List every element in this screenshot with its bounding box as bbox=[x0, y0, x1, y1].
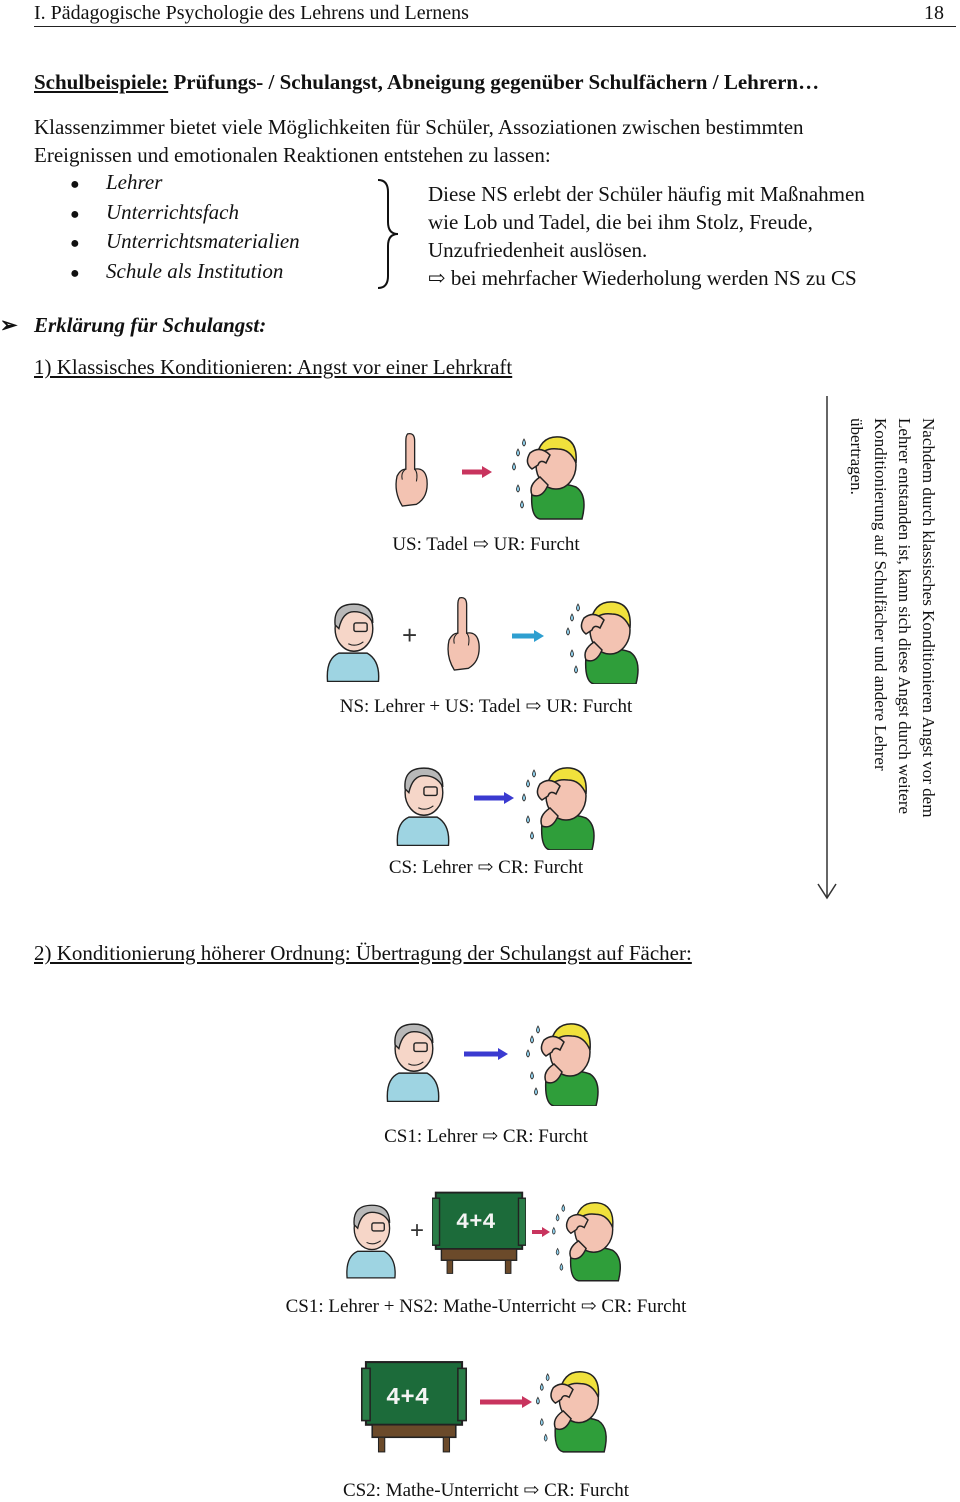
cs2-illustration bbox=[356, 1356, 616, 1460]
title-prefix: Schulbeispiele: bbox=[34, 70, 169, 94]
ns-line-2: wie Lob und Tadel, die bei ihm Stolz, Freude, bbox=[428, 210, 813, 234]
bullet-item bbox=[70, 170, 162, 195]
caption-cs1-cr: CS1: Lehrer ⇨ CR: Furcht bbox=[384, 1126, 588, 1147]
title-rest: Prüfungs- / Schulangst, Abneigung gegenüber Schulfächern / Lehrern… bbox=[168, 70, 820, 94]
bullet-text: Schule als Institution bbox=[106, 259, 284, 283]
caption-cs2-cr: CS2: Mathe-Unterricht ⇨ CR: Furcht bbox=[342, 1480, 630, 1501]
caption-cs-cr: CS: Lehrer ⇨ CR: Furcht bbox=[388, 857, 584, 878]
bullet-text: Unterrichtsmaterialien bbox=[106, 229, 300, 253]
bullet-item bbox=[70, 229, 300, 254]
bullet-dot-icon: ● bbox=[70, 265, 80, 282]
cs-lehrer-illustration bbox=[380, 752, 610, 852]
svg-text:+: + bbox=[402, 620, 418, 650]
us-tadel-illustration bbox=[370, 420, 610, 530]
page-header bbox=[34, 2, 956, 27]
side-note-text: Nachdem durch klassisches Konditionieren Angst vor dem Lehrer entstanden ist, kann sich diese Angst durch weitere Konditionierung auf Schulfächer und andere Lehrer übertragen. bbox=[847, 418, 938, 818]
bullet-dot-icon: ● bbox=[70, 176, 80, 193]
cs1-illustration bbox=[376, 1010, 616, 1110]
bullet-item bbox=[70, 200, 239, 225]
ns-us-illustration bbox=[316, 588, 656, 688]
bullet-dot-icon: ● bbox=[70, 206, 80, 223]
curly-brace-icon bbox=[372, 178, 402, 290]
bullet-text: Lehrer bbox=[106, 170, 163, 194]
section-heading-text: Erklärung für Schulangst: bbox=[34, 313, 267, 337]
board-text: 4+4 bbox=[456, 1210, 496, 1235]
ns-line-4-text: bei mehrfacher Wiederholung werden NS zu CS bbox=[450, 266, 857, 290]
intro-line-1: Klassenzimmer bietet viele Möglichkeiten für Schüler, Assoziationen zwischen bestimmten bbox=[34, 115, 804, 139]
bullet-item bbox=[70, 259, 283, 284]
ns-line-1: Diese NS erlebt der Schüler häufig mit Maßnahmen bbox=[428, 182, 865, 206]
caption-us-ur: US: Tadel ⇨ UR: Furcht bbox=[392, 534, 580, 555]
page-number: 18 bbox=[924, 2, 944, 24]
arrow-bullet-icon: ➢ bbox=[0, 313, 18, 337]
part1-title: 1) Klassisches Konditionieren: Angst vor einer Lehrkraft bbox=[34, 355, 513, 379]
header-title: I. Pädagogische Psychologie des Lehrens und Lernens bbox=[34, 2, 469, 24]
board-text: 4+4 bbox=[386, 1385, 430, 1412]
svg-text:+: + bbox=[410, 1217, 425, 1244]
section-heading bbox=[0, 313, 266, 338]
side-note bbox=[844, 418, 940, 838]
ns-line-3: Unzufriedenheit auslösen. bbox=[428, 238, 648, 262]
bullet-text: Unterrichtsfach bbox=[106, 200, 239, 224]
down-arrow-icon bbox=[812, 396, 842, 906]
bullet-dot-icon: ● bbox=[70, 235, 80, 252]
intro-paragraph bbox=[34, 113, 804, 169]
part2-title: 2) Konditionierung höherer Ordnung: Übertragung der Schulangst auf Fächer: bbox=[34, 941, 692, 965]
caption-cs1-ns2-cr: CS1: Lehrer + NS2: Mathe-Unterricht ⇨ CR: Furcht bbox=[285, 1296, 687, 1317]
page-title bbox=[34, 70, 819, 95]
cs1-ns2-illustration bbox=[338, 1186, 628, 1290]
ns-line-4 bbox=[428, 264, 865, 292]
intro-line-2: Ereignissen und emotionalen Reaktionen entstehen zu lassen: bbox=[34, 143, 551, 167]
right-arrow-icon: ⇨ bbox=[428, 266, 451, 290]
caption-ns-us-ur: NS: Lehrer + US: Tadel ⇨ UR: Furcht bbox=[339, 696, 633, 717]
ns-explanation bbox=[428, 180, 865, 292]
